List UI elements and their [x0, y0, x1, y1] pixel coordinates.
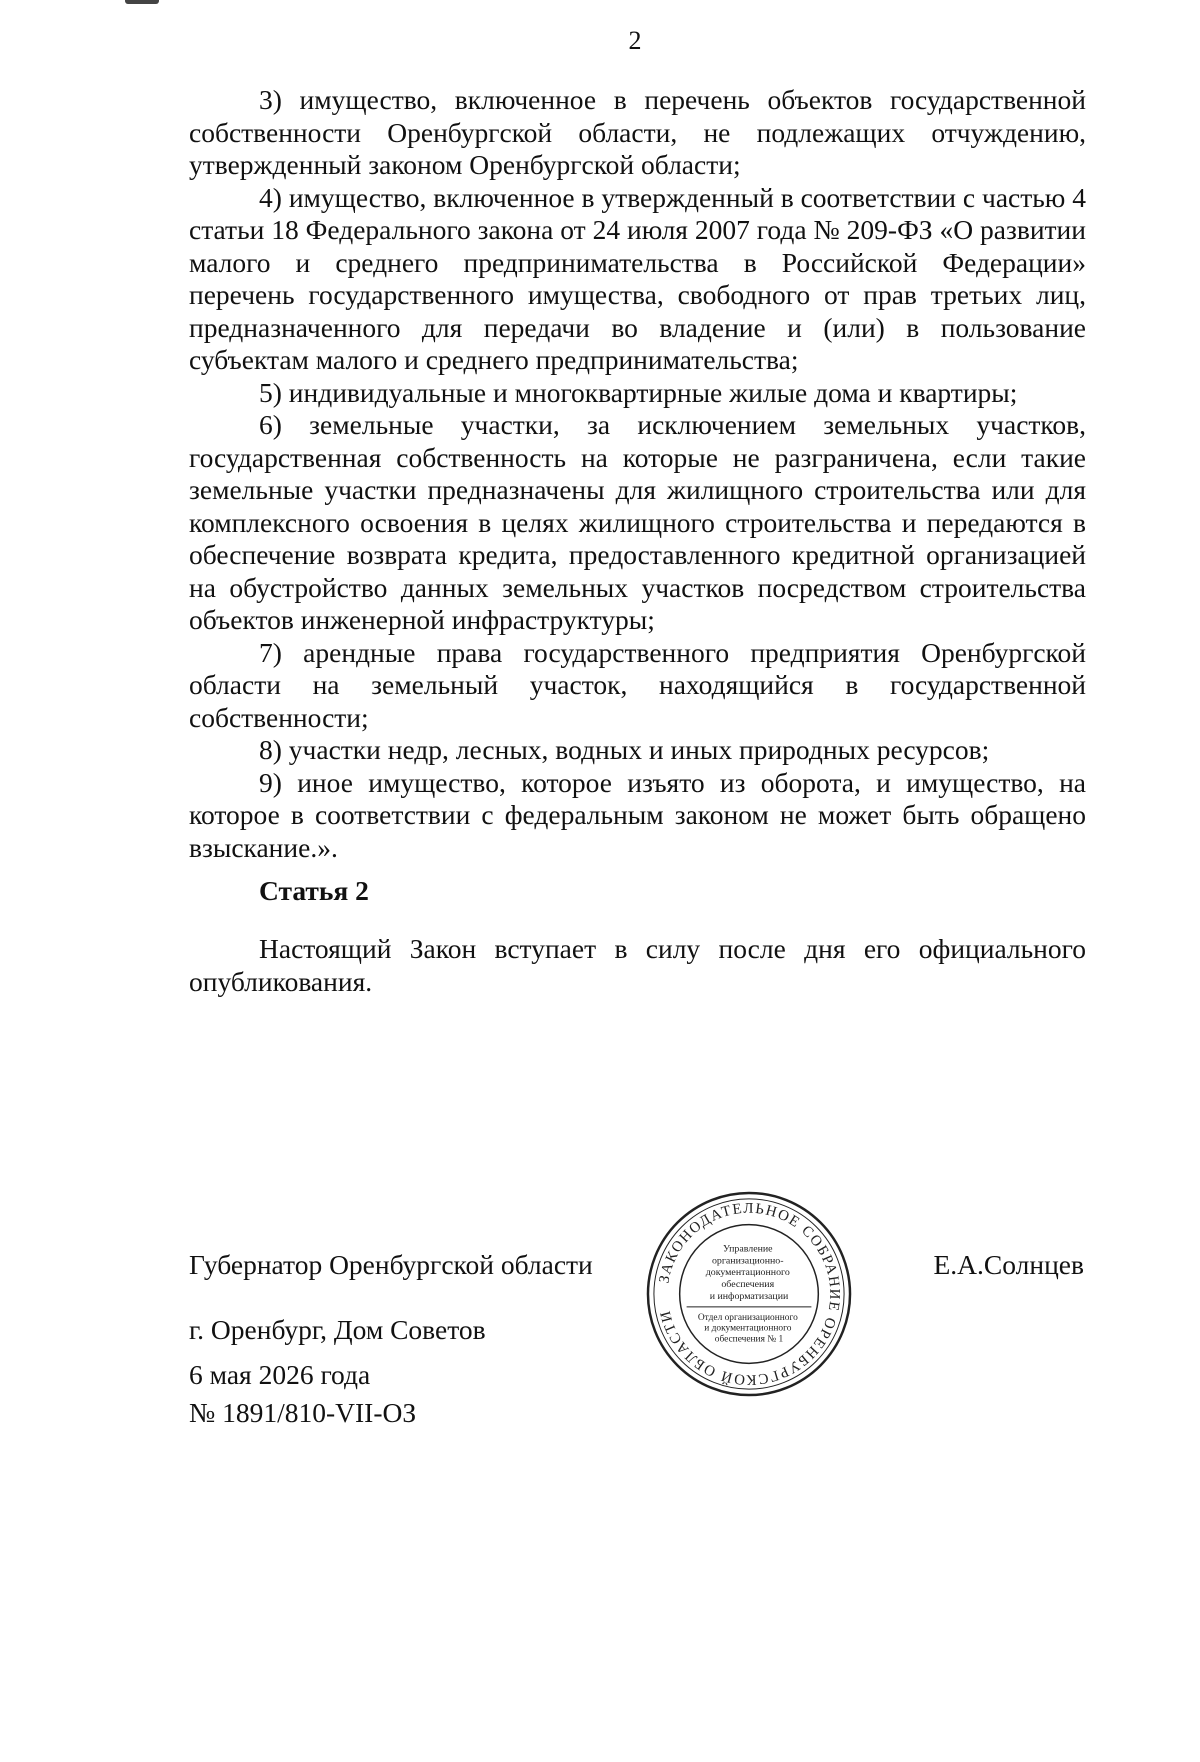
page-number: 2	[628, 26, 642, 55]
seal-dept-line: и документационного	[704, 1323, 792, 1334]
article-heading: Статья 2	[259, 875, 369, 906]
signing-date: 6 мая 2026 года	[189, 1359, 371, 1390]
law-number: № 1891/810-VII-ОЗ	[189, 1397, 417, 1428]
scan-artifact	[125, 0, 159, 4]
document-body	[189, 84, 1086, 864]
seal-line: организационно-	[711, 1255, 784, 1267]
seal-dept-line: обеспечения № 1	[714, 1334, 784, 1345]
seal-ring-text: ЗАКОНОДАТЕЛЬНОЕ СОБРАНИЕ ОРЕНБУРГСКОЙ ОБЛАСТИ	[656, 1200, 843, 1388]
official-seal	[645, 1190, 853, 1398]
list-item-9: 9) иное имущество, которое изъято из оборота, и имущество, на которое в соответствии с федеральным законом не может быть обращено взыскание.».	[189, 766, 1086, 863]
list-item-4: 4) имущество, включенное в утвержденный в соответствии с частью 4 статьи 18 Федерального закона от 24 июля 2007 года № 209-ФЗ «О развитии малого и среднего предпринимательства в Российской Федерации» перечень государственного имущества, свободного от прав третьих лиц, предназначенного для передачи во владение и (или) в пользование субъектам малого и среднего предпринимательства;	[189, 181, 1086, 375]
seal-line: Управление	[722, 1243, 773, 1255]
seal-line: обеспечения	[721, 1279, 775, 1291]
list-item-6: 6) земельные участки, за исключением земельных участков, государственная собственность на которые не разграничена, если такие земельные участки предназначены для жилищного строительства или для комплексного освоения в целях жилищного строительства и передаются в обеспечение возврата кредита, предоставленного кредитной организацией на обустройство данных земельных участков посредством строительства объектов инженерной инфраструктуры;	[189, 409, 1086, 635]
list-item-8: 8) участки недр, лесных, водных и иных природных ресурсов;	[259, 734, 990, 765]
signatory-name: Е.А.Солнцев	[933, 1249, 1084, 1280]
signing-place: г. Оренбург, Дом Советов	[189, 1314, 486, 1345]
seal-dept-line: Отдел организационного	[697, 1312, 798, 1323]
svg-text:Управление организационно-	[706, 1243, 793, 1302]
seal-line: и информатизации	[709, 1290, 789, 1302]
list-item-5: 5) индивидуальные и многоквартирные жилые дома и квартиры;	[259, 376, 1018, 408]
svg-text:Отдел организационного и д	[698, 1313, 800, 1345]
seal-line: документационного	[705, 1267, 790, 1279]
list-item-7: 7) арендные права государственного предприятия Оренбургской области на земельный участок, находящийся в государственной собственности;	[189, 636, 1086, 733]
signatory-title: Губернатор Оренбургской области	[189, 1249, 593, 1280]
article-text: Настоящий Закон вступает в силу после дня его официального опубликования.	[189, 933, 1086, 997]
list-item-3: 3) имущество, включенное в перечень объектов государственной собственности Оренбургской области, не подлежащих отчуждению, утвержденный законом Оренбургской области;	[189, 84, 1086, 180]
